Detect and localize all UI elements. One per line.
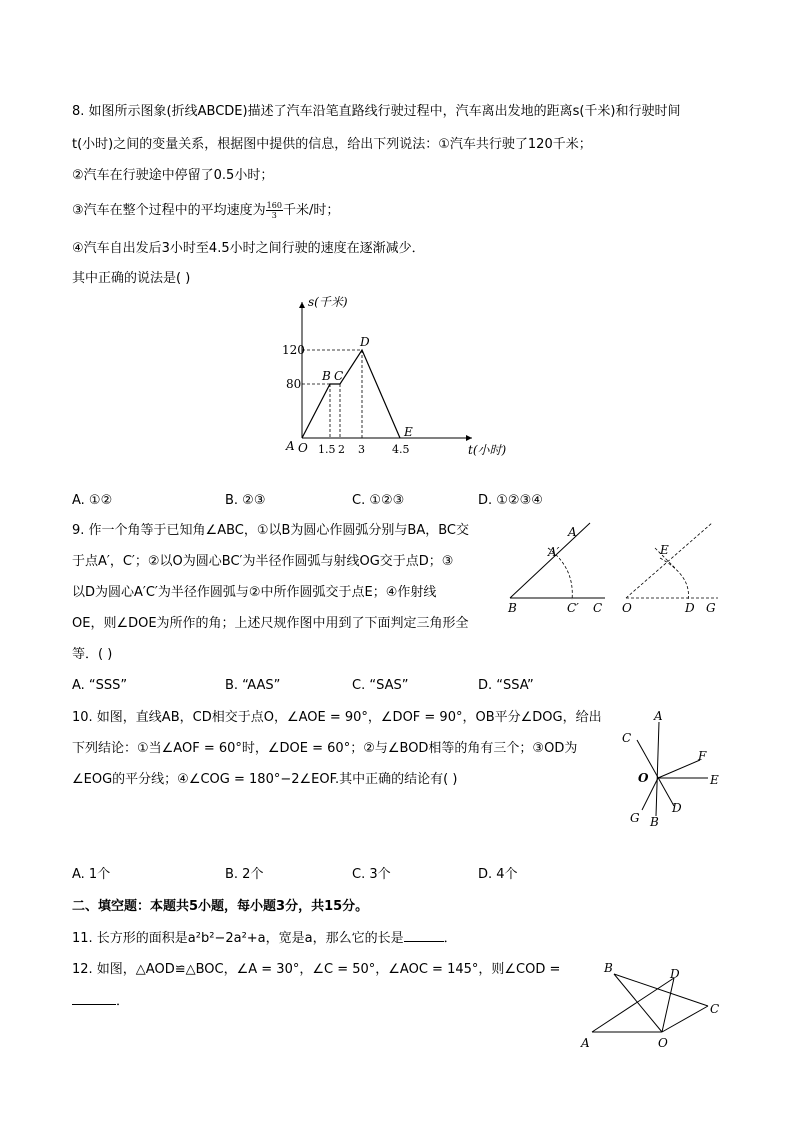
q9-line-3: 以D为圆心A′C′为半径作圆弧与②中所作圆弧交于点E；④作射线: [72, 585, 437, 600]
q8-graph-x-tick-3: 3: [358, 443, 365, 456]
q8-line-3: ②汽车在行驶途中停留了0.5小时；: [72, 168, 274, 183]
q8-graph-label-c: C: [334, 369, 344, 383]
q8-option-b[interactable]: B. ②③: [225, 493, 266, 508]
q12-seg-bc: [614, 974, 708, 1006]
q10-line-2: 下列结论：①当∠AOF = 60°时，∠DOE = 60°；②与∠BOD相等的角有三个；③OD为: [72, 741, 578, 756]
q8-option-a[interactable]: A. ①②: [72, 493, 113, 508]
q10-label-f: F: [698, 749, 707, 763]
q11-text: 11. 长方形的面积是a²b²−2a²+a，宽是a，那么它的长是: [72, 931, 404, 946]
q10-line-ab: [656, 722, 659, 816]
q8-line-4-pre: ③汽车在整个过程中的平均速度为: [72, 203, 266, 218]
q9-label-g: G: [706, 601, 716, 615]
q8-graph-label-a: A: [286, 439, 295, 453]
q9-ray-oe: [626, 523, 712, 598]
q9-option-d[interactable]: D. “SSA”: [478, 678, 534, 693]
q12-figure: [578, 958, 738, 1053]
q10-option-a[interactable]: A. 1个: [72, 867, 111, 882]
q12-label-d: D: [670, 967, 680, 981]
q12-label-c: C: [710, 1002, 720, 1016]
q9-label-b: B: [508, 601, 517, 615]
q9-option-a[interactable]: A. “SSS”: [72, 678, 128, 693]
q9-line-5: 等．( ): [72, 647, 113, 662]
q12-seg-ad: [592, 978, 674, 1032]
q8-graph-y-label: s(千米): [308, 295, 348, 309]
q9-label-d: D: [685, 601, 695, 615]
q9-label-a-prime: A′: [548, 545, 560, 559]
q9-option-b[interactable]: B. “AAS”: [225, 678, 281, 693]
q8-graph-polyline: [302, 350, 400, 438]
q12-seg-od: [662, 978, 674, 1032]
q9-label-a: A: [568, 525, 577, 539]
q12-line-2: [72, 992, 129, 1011]
q10-label-o: O: [638, 771, 649, 785]
q12-answer-blank[interactable]: [72, 992, 116, 1005]
q8-line-2: t(小时)之间的变量关系，根据图中提供的信息，给出下列说法：①汽车共行驶了120千米；: [72, 137, 592, 152]
q11-answer-blank[interactable]: [404, 929, 444, 942]
q10-label-g: G: [630, 811, 640, 825]
q9-ray-ba: [510, 523, 590, 598]
q9-line-4: OE，则∠DOE为所作的角；上述尺规作图中用到了下面判定三角形全: [72, 616, 469, 631]
q8-graph-y-tick-80: 80: [286, 377, 302, 391]
q9-label-e: E: [660, 543, 669, 557]
q10-label-d: D: [672, 801, 682, 815]
q12-label-a: A: [581, 1036, 590, 1050]
q10-label-a: A: [654, 709, 663, 723]
q8-graph: [282, 290, 522, 465]
q10-ray-of: [658, 760, 700, 778]
q10-label-e: E: [710, 773, 719, 787]
q9-label-c-prime: C′: [567, 601, 579, 615]
q11-text-end: ．: [443, 931, 457, 946]
q8-graph-x-tick-1-5: 1.5: [318, 443, 336, 456]
q8-graph-label-b: B: [322, 369, 331, 383]
q8-graph-label-e: E: [404, 425, 413, 439]
q12-line-1: 12. 如图，△AOD≌△BOC，∠A = 30°，∠C = 50°，∠AOC = 145°，则∠COD =: [72, 962, 561, 977]
q9-label-c: C: [593, 601, 603, 615]
q8-fraction-denominator: 3: [271, 211, 277, 220]
q8-line-5: ④汽车自出发后3小时至4.5小时之间行驶的速度在逐渐减少．: [72, 241, 425, 256]
q12-text-end: ．: [116, 994, 130, 1009]
q8-graph-y-tick-120: 120: [282, 343, 305, 357]
q9-label-o: O: [622, 601, 632, 615]
q12-label-o: O: [658, 1036, 668, 1050]
q10-label-c: C: [622, 731, 632, 745]
q10-label-b: B: [650, 815, 659, 828]
q8-line-1: 8. 如图所示图象(折线ABCDE)描述了汽车沿笔直路线行驶过程中，汽车离出发地的距离s(千米)和行驶时间: [72, 104, 681, 119]
q8-line-6: 其中正确的说法是( ): [72, 271, 191, 286]
q8-fraction-numerator: 160: [266, 201, 282, 210]
q8-fraction: [266, 201, 283, 220]
q10-option-c[interactable]: C. 3个: [352, 867, 391, 882]
q10-option-b[interactable]: B. 2个: [225, 867, 264, 882]
q12-label-b: B: [604, 961, 613, 975]
q8-option-d[interactable]: D. ①②③④: [478, 493, 543, 508]
q8-graph-x-tick-2: 2: [338, 443, 345, 456]
q9-figure: [500, 518, 730, 618]
section-2-title: 二、填空题：本题共5小题，每小题3分，共15分。: [72, 899, 369, 914]
q9-line-1: 9. 作一个角等于已知角∠ABC，①以B为圆心作圆弧分别与BA，BC交: [72, 523, 470, 538]
q10-option-d[interactable]: D. 4个: [478, 867, 518, 882]
q9-option-c[interactable]: C. “SAS”: [352, 678, 409, 693]
q8-option-c[interactable]: C. ①②③: [352, 493, 405, 508]
q12-seg-bo: [614, 974, 662, 1032]
q8-graph-x-label: t(小时): [468, 443, 507, 457]
q8-graph-label-d: D: [360, 335, 370, 349]
q11-line: [72, 929, 457, 948]
q10-line-1: 10. 如图，直线AB，CD相交于点O，∠AOE = 90°，∠DOF = 90°，OB平分∠DOG，给出: [72, 710, 602, 725]
q10-figure: [612, 708, 732, 828]
q9-line-2: 于点A′，C′；②以O为圆心BC′为半径作圆弧与射线OG交于点D；③: [72, 554, 454, 569]
q8-graph-x-tick-4-5: 4.5: [392, 443, 410, 456]
q8-line-4-post: 千米/时；: [282, 203, 340, 218]
q8-graph-label-o: O: [298, 441, 308, 455]
q8-line-4: [72, 201, 339, 220]
q12-seg-oc: [662, 1006, 708, 1032]
q10-line-3: ∠EOG的平分线；④∠COG = 180°−2∠EOF.其中正确的结论有( ): [72, 772, 458, 787]
